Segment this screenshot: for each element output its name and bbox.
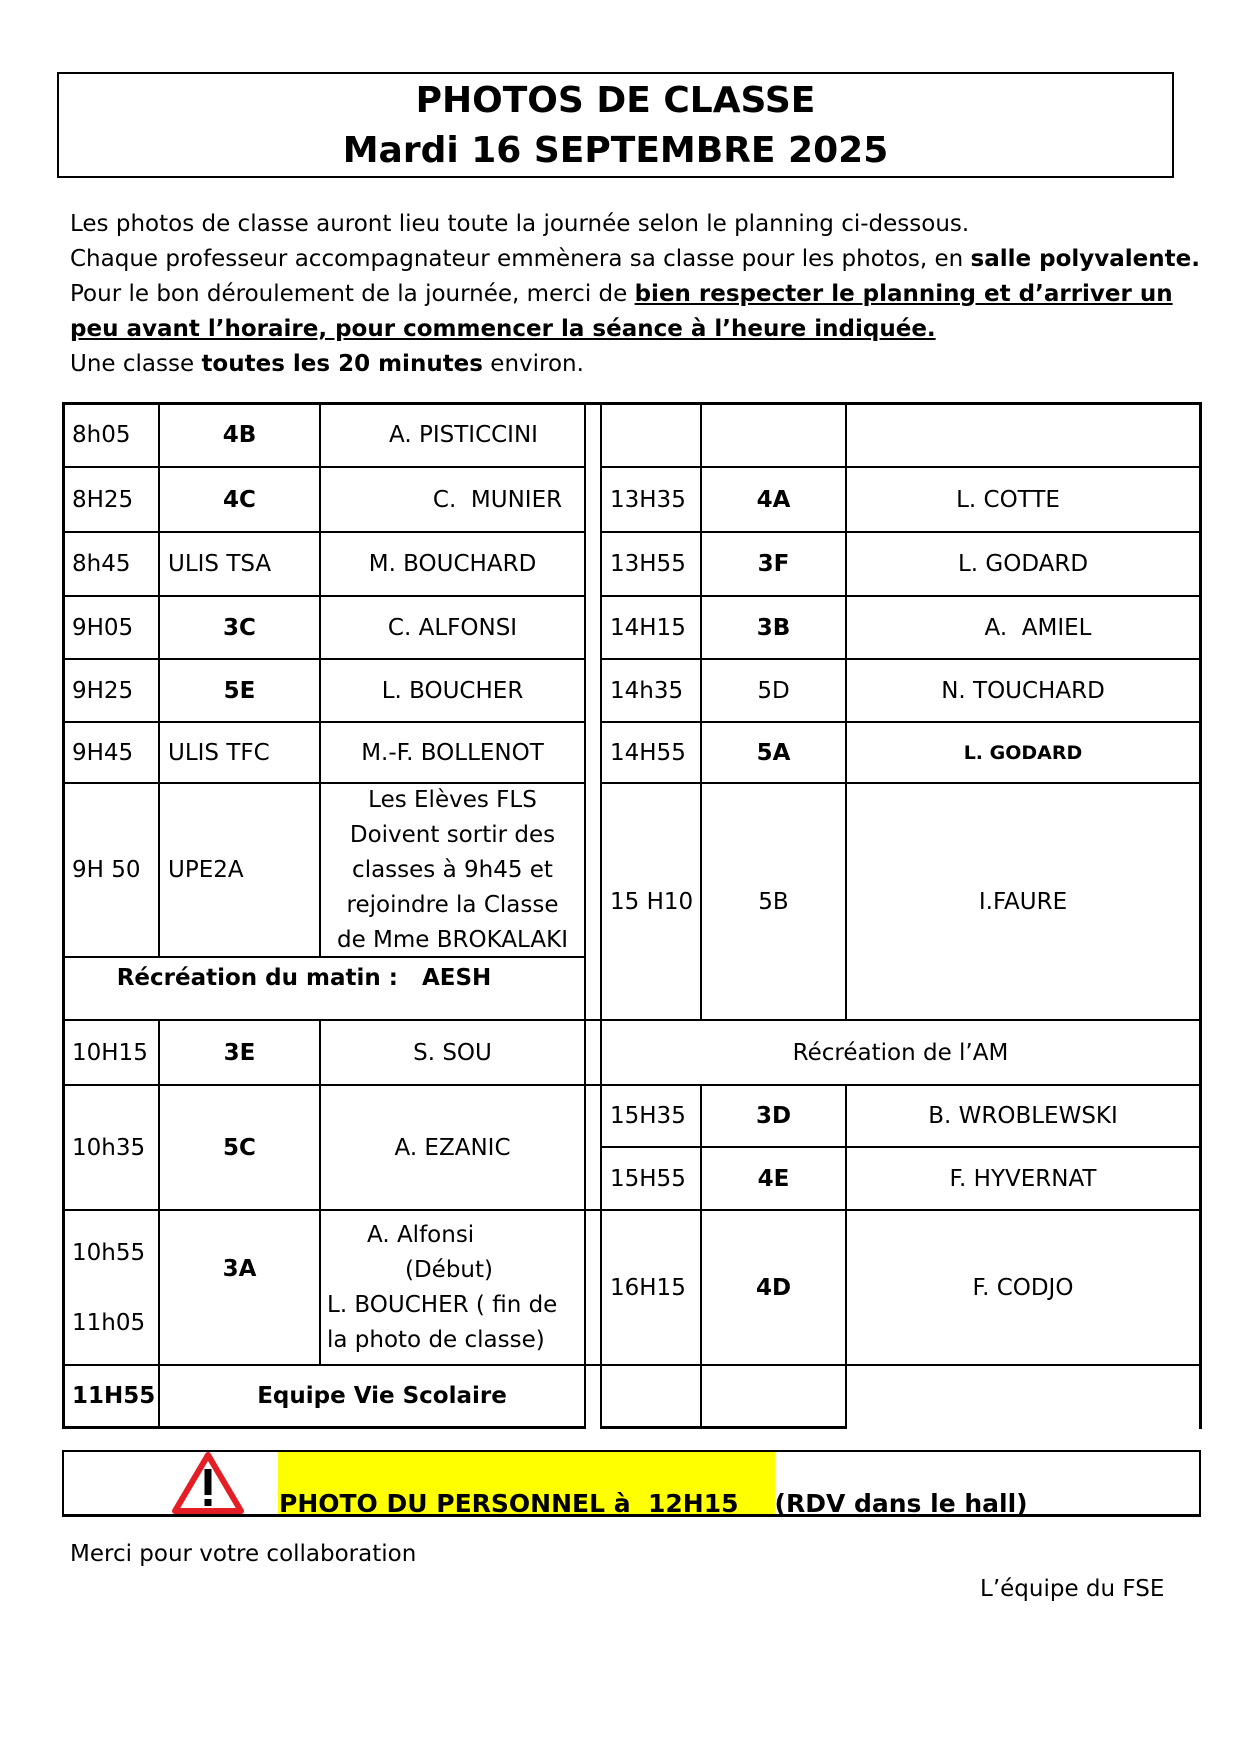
morning-teacher: A. EZANIC xyxy=(394,1134,511,1161)
intro-line-5: Une classe toutes les 20 minutes environ. xyxy=(70,351,584,377)
afternoon-time: 13H35 xyxy=(610,486,686,513)
morning-class: 4B xyxy=(222,422,257,448)
morning-teacher-note: Les Elèves FLS Doivent sortir des classes à 9h45 et rejoindre la Classe de Mme BROKALAKI xyxy=(337,786,568,953)
morning-teacher: C. MUNIER xyxy=(432,486,563,513)
afternoon-teacher: L. COTTE xyxy=(956,486,1060,513)
morning-teacher: M.-F. BOLLENOT xyxy=(361,739,544,766)
morning-teacher: L. BOUCHER xyxy=(381,677,524,704)
staff-photo-rdv: (RDV dans le hall) xyxy=(774,1489,1028,1518)
morning-break: Récréation du matin : AESH xyxy=(116,965,492,991)
morning-class: 5E xyxy=(223,677,256,704)
afternoon-time: 15H55 xyxy=(610,1165,686,1192)
morning-time: 9H25 xyxy=(72,677,134,704)
morning-teacher: A. PISTICCINI xyxy=(389,422,538,448)
afternoon-teacher: L. GODARD xyxy=(963,741,1083,764)
staff-photo-label: PHOTO DU PERSONNEL à 12H15 xyxy=(279,1489,739,1518)
morning-class: 3E xyxy=(223,1039,256,1066)
morning-team: Equipe Vie Scolaire xyxy=(257,1383,507,1409)
afternoon-class: 5A xyxy=(756,739,791,766)
page-title: PHOTOS DE CLASSE xyxy=(415,80,816,121)
morning-class: 4C xyxy=(223,486,256,513)
morning-time: 8H25 xyxy=(72,486,134,513)
intro-location: salle polyvalente. xyxy=(970,246,1200,272)
intro-text xyxy=(70,207,1200,382)
afternoon-time: 15 H10 xyxy=(610,888,694,915)
afternoon-time: 15H35 xyxy=(610,1103,686,1129)
intro-line-2: Chaque professeur accompagnateur emmènera sa classe pour les photos, en salle polyvalente. xyxy=(70,246,1200,272)
afternoon-time: 13H55 xyxy=(610,551,686,577)
morning-teacher: M. BOUCHARD xyxy=(368,551,537,577)
afternoon-time: 16H15 xyxy=(610,1274,686,1301)
morning-teacher: C. ALFONSI xyxy=(387,614,518,641)
afternoon-time: 14H55 xyxy=(610,739,686,766)
morning-time: 9H 50 xyxy=(72,857,141,883)
warning-triangle-icon xyxy=(172,1452,244,1514)
morning-class: ULIS TSA xyxy=(168,551,272,577)
afternoon-teacher: F. HYVERNAT xyxy=(949,1165,1097,1192)
morning-time: 10H15 xyxy=(72,1039,148,1066)
afternoon-class: 5B xyxy=(758,888,789,915)
staff-photo-text xyxy=(279,1489,1028,1518)
afternoon-break: Récréation de l’AM xyxy=(792,1039,1009,1066)
title-box xyxy=(57,72,1174,178)
afternoon-class: 3D xyxy=(755,1103,792,1129)
morning-time: 8h05 xyxy=(72,422,131,448)
afternoon-class: 3F xyxy=(757,551,790,577)
intro-line-4: peu avant l’horaire, pour commencer la séance à l’heure indiquée. xyxy=(70,316,936,342)
morning-class: UPE2A xyxy=(168,857,244,883)
afternoon-teacher: F. CODJO xyxy=(972,1274,1074,1301)
morning-teacher-note: A. Alfonsi (Début) L. BOUCHER ( fin de la photo de classe) xyxy=(327,1221,558,1353)
afternoon-class: 4E xyxy=(757,1165,790,1192)
afternoon-time: 14h35 xyxy=(610,677,684,704)
page-date: Mardi 16 SEPTEMBRE 2025 xyxy=(342,130,889,171)
morning-time: 9H05 xyxy=(72,614,134,641)
morning-time: 10h35 xyxy=(72,1134,146,1161)
morning-class: ULIS TFC xyxy=(168,739,270,766)
afternoon-teacher: B. WROBLEWSKI xyxy=(928,1103,1118,1129)
afternoon-class: 4D xyxy=(755,1274,792,1301)
intro-line-3: Pour le bon déroulement de la journée, merci de bien respecter le planning et d’arriver un xyxy=(70,281,1173,307)
table-border-bottom xyxy=(600,1426,846,1429)
morning-class: 5C xyxy=(223,1134,256,1161)
footer-signature: L’équipe du FSE xyxy=(980,1576,1165,1602)
morning-time: 8h45 xyxy=(72,551,131,577)
afternoon-teacher: A. AMIEL xyxy=(984,614,1092,641)
morning-teacher: S. SOU xyxy=(413,1039,492,1066)
morning-time: 9H45 xyxy=(72,739,134,766)
morning-class: 3A xyxy=(222,1256,257,1282)
afternoon-teacher: L. GODARD xyxy=(957,551,1089,577)
afternoon-teacher: N. TOUCHARD xyxy=(941,677,1105,704)
morning-time: 10h55 11h05 xyxy=(72,1239,146,1336)
table-border-bottom xyxy=(62,1426,586,1429)
afternoon-class: 4A xyxy=(756,486,791,513)
afternoon-class: 5D xyxy=(757,677,790,704)
morning-time: 11H55 xyxy=(72,1383,156,1409)
morning-class: 3C xyxy=(223,614,256,641)
table-col-rule xyxy=(584,402,586,1429)
afternoon-class: 3B xyxy=(756,614,791,641)
afternoon-time: 14H15 xyxy=(610,614,686,641)
table-border-right xyxy=(1199,402,1202,1429)
intro-line-1: Les photos de classe auront lieu toute la journée selon le planning ci-dessous. xyxy=(70,211,970,237)
afternoon-teacher: I.FAURE xyxy=(978,888,1068,915)
footer-thanks: Merci pour votre collaboration xyxy=(70,1541,417,1567)
